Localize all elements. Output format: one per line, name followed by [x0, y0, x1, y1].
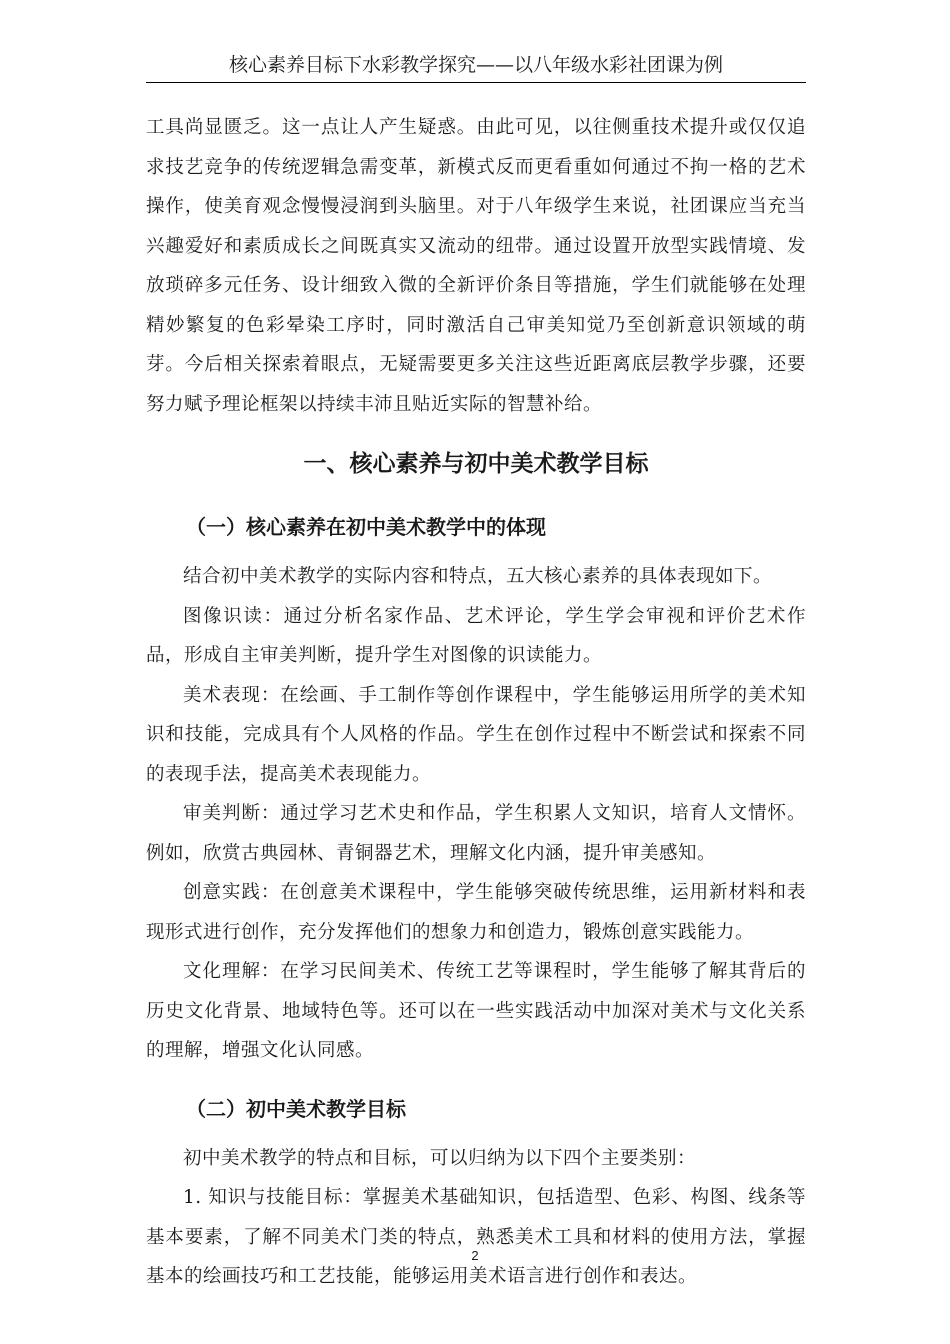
- section-heading: 一、核心素养与初中美术教学目标: [303, 451, 649, 477]
- document-body: [146, 108, 806, 1297]
- body-paragraph: 1. 知识与技能目标：掌握美术基础知识，包括造型、色彩、构图、线条等基本要素，了解不同美术门类的特点，熟悉美术工具和材料的使用方法，掌握基本的绘画技巧和工艺技能，能够运用美术语言进行创作和表达。: [146, 1187, 806, 1287]
- body-paragraph: 初中美术教学的特点和目标，可以归纳为以下四个主要类别：: [183, 1147, 697, 1169]
- subsection-heading: （一）核心素养在初中美术教学中的体现: [186, 515, 546, 539]
- body-paragraph: 创意实践：在创意美术课程中，学生能够突破传统思维，运用新材料和表现形式进行创作，充分发挥他们的想象力和创造力，锻炼创意实践能力。: [146, 882, 806, 943]
- body-paragraph: 文化理解：在学习民间美术、传统工艺等课程时，学生能够了解其背后的历史文化背景、地域特色等。还可以在一些实践活动中加深对美术与文化关系的理解，增强文化认同感。: [146, 961, 806, 1061]
- body-paragraph: 审美判断：通过学习艺术史和作品，学生积累人文知识，培育人文情怀。例如，欣赏古典园林、青铜器艺术，理解文化内涵，提升审美感知。: [146, 803, 806, 864]
- subsection-heading: （二）初中美术教学目标: [186, 1096, 406, 1121]
- intro-paragraph: 工具尚显匮乏。这一点让人产生疑惑。由此可见，以往侧重技术提升或仅仅追求技艺竞争的传统逻辑急需变革，新模式反而更看重如何通过不拘一格的艺术操作，使美育观念慢慢浸润到头脑里。对于八年级学生来说，社团课应当充当兴趣爱好和素质成长之间既真实又流动的纽带。通过设置开放型实践情境、发放琐碎多元任务、设计细致入微的全新评价条目等措施，学生们就能够在处理精妙繁复的色彩晕染工序时，同时激活自己审美知觉乃至创新意识领域的萌芽。今后相关探索着眼点，无疑需要更多关注这些近距离底层教学步骤，还要努力赋予理论框架以持续丰沛且贴近实际的智慧补给。: [146, 117, 806, 415]
- body-paragraph: 美术表现：在绘画、手工制作等创作课程中，学生能够运用所学的美术知识和技能，完成具有个人风格的作品。学生在创作过程中不断尝试和探索不同的表现手法，提高美术表现能力。: [146, 684, 806, 785]
- body-paragraph: 结合初中美术教学的实际内容和特点，五大核心素养的具体表现如下。: [183, 566, 773, 587]
- running-header: 核心素养目标下水彩教学探究——以八年级水彩社团课为例: [146, 50, 806, 83]
- body-paragraph: 图像识读：通过分析名家作品、艺术评论，学生学会审视和评价艺术作品，形成自主审美判断，提升学生对图像的识读能力。: [146, 605, 806, 666]
- page-number: 2: [471, 1248, 479, 1263]
